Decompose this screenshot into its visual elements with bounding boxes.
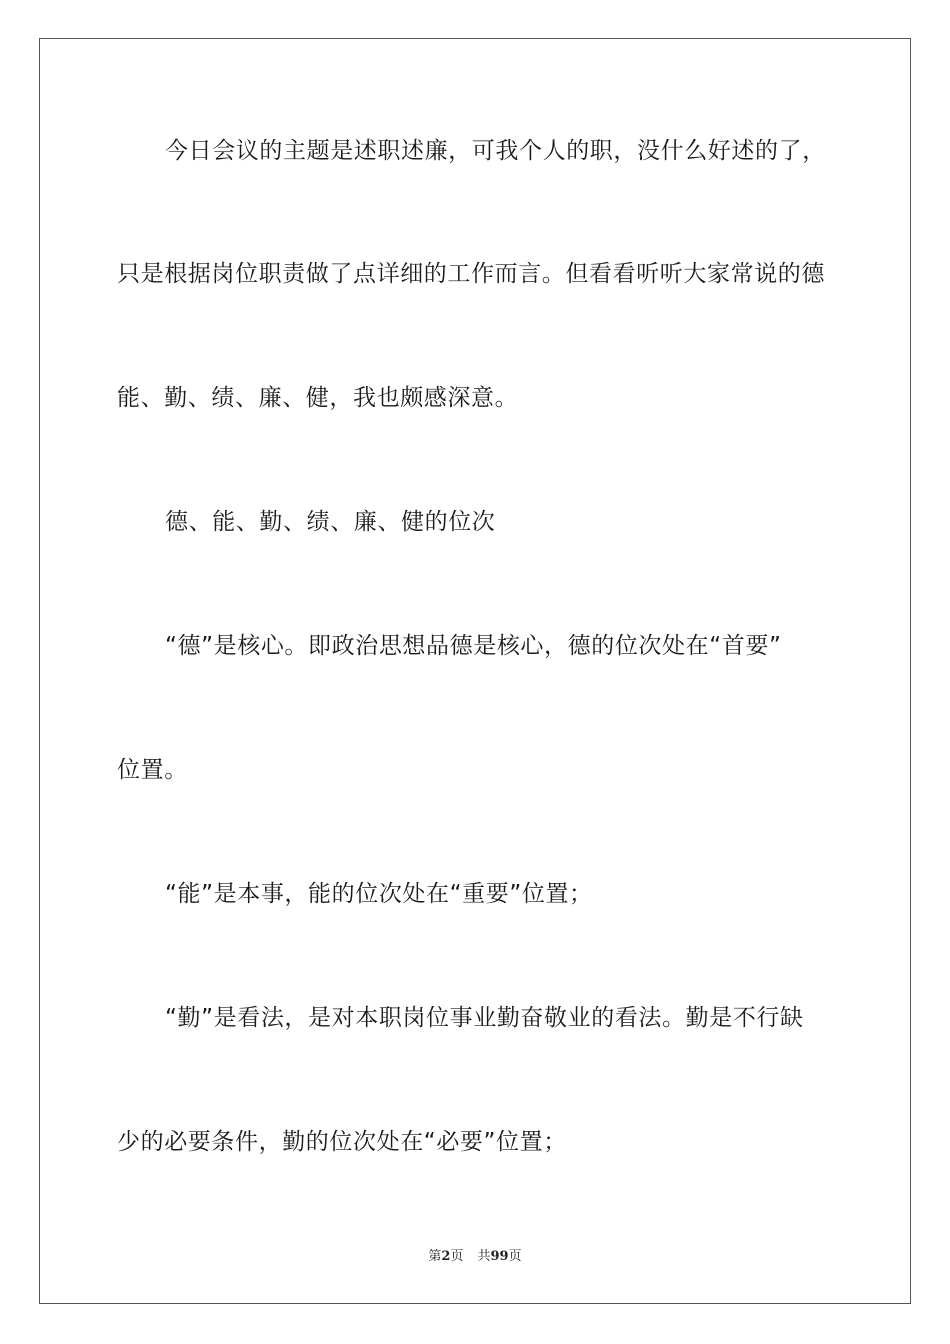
page-suffix: 页	[450, 1249, 464, 1264]
paragraph-line: 今日会议的主题是述职述廉，可我个人的职，没什么好述的了，	[165, 138, 826, 164]
page-border	[39, 38, 911, 1304]
paragraph-line: 位置。	[117, 757, 188, 783]
paragraph-line: 只是根据岗位职责做了点详细的工作而言。但看看听听大家常说的德	[117, 261, 825, 287]
paragraph-line: “勤”是看法，是对本职岗位事业勤奋敬业的看法。勤是不行缺	[165, 1005, 804, 1031]
page-prefix: 第	[428, 1249, 442, 1264]
total-prefix: 共	[477, 1249, 491, 1264]
page-number: 2	[441, 1249, 451, 1264]
paragraph-line: “能”是本事，能的位次处在“重要”位置；	[165, 881, 593, 907]
section-heading: 德、能、勤、绩、廉、健的位次	[165, 509, 496, 535]
total-pages: 99	[490, 1249, 509, 1264]
paragraph-line: “德”是核心。即政治思想品德是核心，德的位次处在“首要”	[165, 633, 782, 659]
paragraph-line: 能、勤、绩、廉、健，我也颇感深意。	[117, 385, 519, 411]
paragraph-line: 少的必要条件，勤的位次处在“必要”位置；	[117, 1129, 567, 1155]
page-footer	[0, 1248, 950, 1266]
total-suffix: 页	[508, 1249, 522, 1264]
